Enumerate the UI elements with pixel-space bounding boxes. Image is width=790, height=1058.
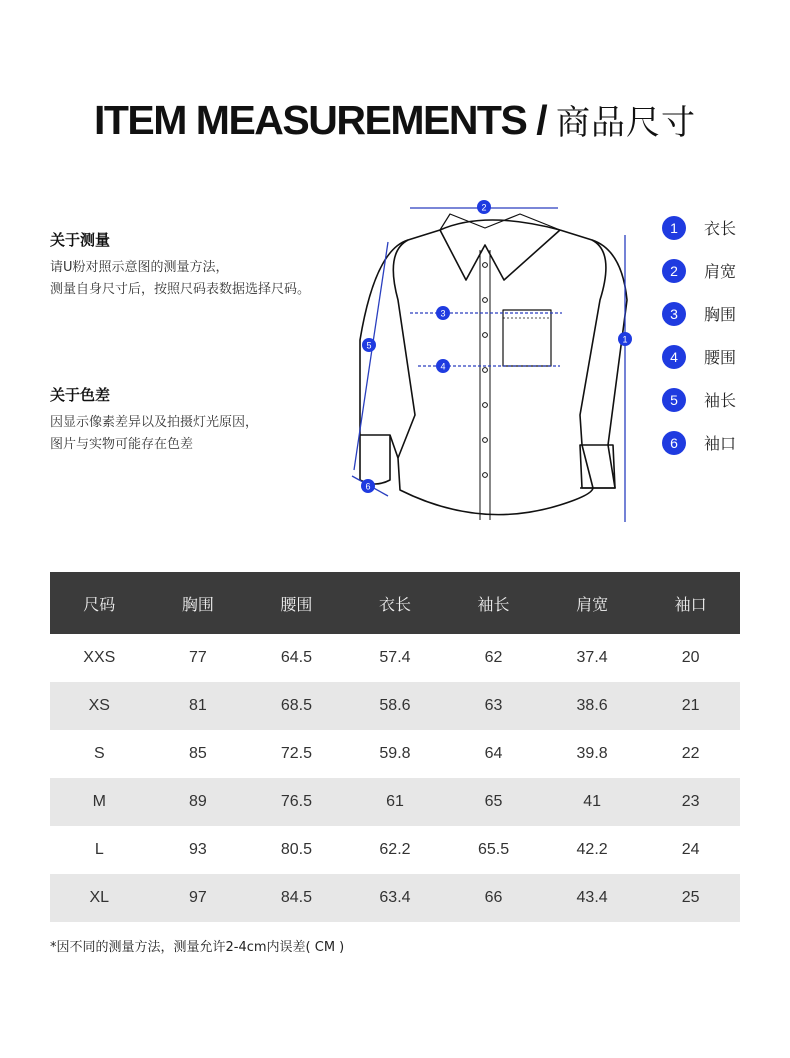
marker-5-icon xyxy=(362,338,376,352)
page-title xyxy=(0,92,790,151)
marker-6-icon xyxy=(361,479,375,493)
table-row xyxy=(50,634,740,682)
table-cell: 59.8 xyxy=(379,745,411,762)
measure-note-text xyxy=(50,257,350,301)
svg-text:6: 6 xyxy=(365,481,371,492)
measure-note-line-2: 测量自身尺寸后，按照尺码表数据选择尺码。 xyxy=(50,282,311,297)
table-cell: 97 xyxy=(149,874,248,922)
measure-lines xyxy=(352,208,628,522)
table-cell: 63 xyxy=(444,682,543,730)
legend-label-sleeve: 袖长 xyxy=(704,391,737,410)
legend-label-shoulder: 肩宽 xyxy=(704,262,737,281)
svg-text:3: 3 xyxy=(440,308,446,319)
legend-number-3-icon: 3 xyxy=(662,302,686,326)
table-cell: 25 xyxy=(641,874,740,922)
table-cell: 58.6 xyxy=(346,682,445,730)
legend-label-cuff: 袖口 xyxy=(704,434,737,453)
legend-item-shoulder xyxy=(662,249,772,292)
marker-2-icon xyxy=(477,200,491,214)
legend-item-cuff xyxy=(662,421,772,464)
size-table xyxy=(50,572,740,922)
legend-number-1-icon: 1 xyxy=(662,216,686,240)
marker-1-icon xyxy=(618,332,632,346)
table-cell: L xyxy=(94,841,104,858)
header-sleeve: 袖长 xyxy=(444,572,543,634)
legend-item-sleeve xyxy=(662,378,772,421)
table-cell: 62.2 xyxy=(379,841,411,858)
table-cell: M xyxy=(50,778,149,826)
table-row xyxy=(50,682,740,730)
table-row xyxy=(50,826,740,874)
table-cell: 80.5 xyxy=(280,841,312,858)
table-cell: 89 xyxy=(149,778,248,826)
table-cell: 68.5 xyxy=(247,682,346,730)
table-cell: 38.6 xyxy=(543,682,642,730)
header-length: 衣长 xyxy=(346,572,445,634)
shirt-diagram xyxy=(330,190,650,530)
measurement-legend xyxy=(662,206,772,464)
table-cell: XS xyxy=(50,682,149,730)
legend-label-chest: 胸围 xyxy=(704,305,737,324)
marker-3-icon xyxy=(436,306,450,320)
table-cell: XL xyxy=(50,874,149,922)
table-row xyxy=(50,874,740,922)
table-cell: 81 xyxy=(149,682,248,730)
measure-note-line-1: 请U粉对照示意图的测量方法， xyxy=(50,260,229,275)
table-cell: 42.2 xyxy=(576,841,608,858)
measurement-footnote: *因不同的测量方法，测量允许2-4cm内误差( CM ) xyxy=(50,940,345,955)
header-size: 尺码 xyxy=(50,572,149,634)
svg-text:2: 2 xyxy=(481,202,487,213)
table-cell: 65.5 xyxy=(477,841,510,858)
table-cell: 41 xyxy=(543,778,642,826)
table-cell: 65 xyxy=(444,778,543,826)
table-row xyxy=(50,778,740,826)
table-cell: 66 xyxy=(444,874,543,922)
legend-number-5-icon: 5 xyxy=(662,388,686,412)
measure-note xyxy=(50,229,350,301)
title-english: ITEM MEASUREMENTS / xyxy=(93,97,547,143)
color-note xyxy=(50,384,350,456)
table-cell: 22 xyxy=(681,745,700,762)
table-cell: 21 xyxy=(641,682,740,730)
shirt-outline xyxy=(360,214,627,520)
table-cell: 64.5 xyxy=(280,649,312,666)
legend-number-2-icon: 2 xyxy=(662,259,686,283)
table-cell: 43.4 xyxy=(543,874,642,922)
table-cell: 72.5 xyxy=(280,745,312,762)
title-chinese: 商品尺寸 xyxy=(556,104,697,142)
color-note-title: 关于色差 xyxy=(50,386,111,404)
table-cell: 23 xyxy=(641,778,740,826)
table-cell: 61 xyxy=(346,778,445,826)
header-chest: 胸围 xyxy=(149,572,248,634)
table-cell: 63.4 xyxy=(346,874,445,922)
table-cell: 84.5 xyxy=(247,874,346,922)
svg-text:4: 4 xyxy=(440,361,446,372)
table-cell: 93 xyxy=(188,841,207,858)
table-cell: 85 xyxy=(188,745,207,762)
table-cell: 77 xyxy=(188,649,207,666)
legend-number-4-icon: 4 xyxy=(662,345,686,369)
table-cell: 24 xyxy=(681,841,700,858)
legend-item-waist xyxy=(662,335,772,378)
table-cell: S xyxy=(93,745,105,762)
color-note-line-1: 因显示像素差异以及拍摄灯光原因， xyxy=(50,415,259,430)
table-cell: 64 xyxy=(484,745,503,762)
legend-item-length xyxy=(662,206,772,249)
table-row xyxy=(50,730,740,778)
svg-text:1: 1 xyxy=(622,334,628,345)
shirt-buttons xyxy=(483,263,488,478)
measure-note-title: 关于测量 xyxy=(50,231,111,249)
table-cell: 57.4 xyxy=(379,649,411,666)
color-note-line-2: 图片与实物可能存在色差 xyxy=(50,437,194,452)
header-cuff: 袖口 xyxy=(641,572,740,634)
header-shoulder: 肩宽 xyxy=(543,572,642,634)
table-cell: 62 xyxy=(484,649,503,666)
header-waist: 腰围 xyxy=(247,572,346,634)
svg-text:5: 5 xyxy=(366,340,372,351)
legend-label-waist: 腰围 xyxy=(704,348,737,367)
marker-4-icon xyxy=(436,359,450,373)
size-table-header xyxy=(50,572,740,634)
table-cell: 37.4 xyxy=(576,649,608,666)
table-cell: 39.8 xyxy=(576,745,608,762)
color-note-text xyxy=(50,412,350,456)
legend-item-chest xyxy=(662,292,772,335)
legend-label-length: 衣长 xyxy=(704,219,737,238)
table-cell: 76.5 xyxy=(247,778,346,826)
table-cell: 20 xyxy=(681,649,700,666)
table-cell: XXS xyxy=(83,649,116,666)
legend-number-6-icon: 6 xyxy=(662,431,686,455)
